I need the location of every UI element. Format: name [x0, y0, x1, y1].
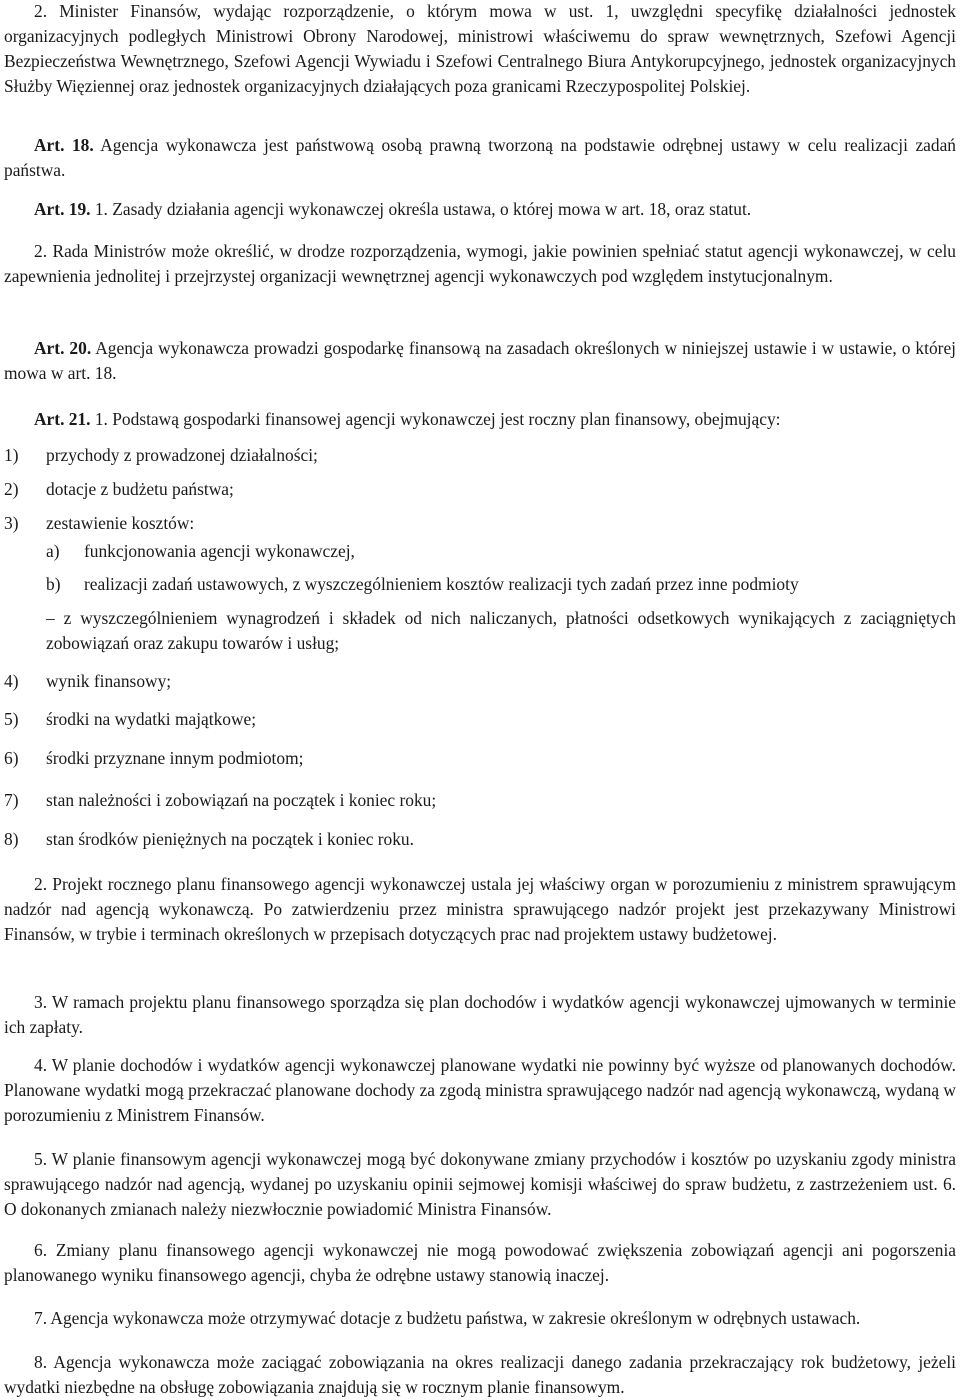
article-18-label: Art. 18.: [34, 135, 94, 155]
art21-ust4: 4. W planie dochodów i wydatków agencji wykonawczej planowane wydatki nie powinny być wyższe od planowanych dochodów. Planowane wydatki mogą przekraczać planowane dochody za zgodą ministra sprawującego nadzór nad agencją wykonawczą, wydaną w porozumieniu z Ministrem Finansów.: [4, 1055, 956, 1125]
article-20-text: Agencja wykonawcza prowadzi gospodarkę finansową na zasadach określonych w niniejszej ustawie i w ustawie, o której mowa w art. 18.: [4, 338, 956, 383]
paragraph-art17-ust2: 2. Minister Finansów, wydając rozporządzenie, o którym mowa w ust. 1, uwzględni specyfikę działalności jednostek organizacyjnych podległych Ministrowi Obrony Narodowej, ministrowi właściwemu do spraw wewnętrznych, Szefowi Agencji Bezpieczeństwa Wewnętrznego, Szefowi Agencji Wywiadu i Szefowi Centralnego Biura Antykorupcyjnego, jednostek organizacyjnych Służby Więziennej oraz jednostek organizacyjnych działających poza granicami Rzeczypospolitej Polskiej.: [4, 1, 956, 96]
list-item-number: 4): [4, 671, 19, 691]
art21-ust8: 8. Agencja wykonawcza może zaciągać zobowiązania na okres realizacji danego zadania przekraczający rok budżetowy, jeżeli wydatki niezbędne na obsługę zobowiązania znajdują się w rocznym planie finansowym.: [4, 1352, 956, 1397]
article-19-ust2: 2. Rada Ministrów może określić, w drodze rozporządzenia, wymogi, jakie powinien spełniać statut agencji wykonawczej, w celu zapewnienia jednolitej i przejrzystej organizacji wewnętrznej agencji wykonawczych pod względem instytucjonalnym.: [4, 241, 956, 286]
article-21-label: Art. 21.: [34, 409, 91, 429]
list-item: [4, 827, 956, 852]
sub-list-item-text: realizacji zadań ustawowych, z wyszczególnieniem kosztów realizacji tych zadań przez inne podmioty: [84, 574, 799, 594]
art21-ust2: 2. Projekt rocznego planu finansowego agencji wykonawczej ustala jej właściwy organ w porozumieniu z ministrem sprawującym nadzór nad agencją wykonawczą. Po zatwierdzeniu przez ministra sprawującego nadzór projekt jest przekazywany Ministrowi Finansów, w trybie i terminach określonych w przepisach dotyczących prac nad projektem ustawy budżetowej.: [4, 874, 956, 944]
list-item: [4, 443, 956, 468]
list-item-text: środki przyznane innym podmiotom;: [46, 748, 304, 768]
article-20-label: Art. 20.: [34, 338, 92, 358]
sub-list-item: [4, 539, 956, 564]
list-item-number: 7): [4, 790, 19, 810]
sub-list-item: [4, 572, 956, 597]
art21-ust3: 3. W ramach projektu planu finansowego sporządza się plan dochodów i wydatków agencji wykonawczej ujmowanych w terminie ich zapłaty.: [4, 992, 956, 1037]
list-item-text: zestawienie kosztów:: [46, 513, 195, 533]
article-19-text: 1. Zasady działania agencji wykonawczej określa ustawa, o której mowa w art. 18, oraz statut.: [90, 199, 752, 219]
list-item-number: 5): [4, 709, 19, 729]
list-item: [4, 511, 956, 536]
list-item: [4, 746, 956, 771]
article-20: [4, 336, 956, 386]
article-19: [4, 197, 956, 222]
list-item-text: stan środków pieniężnych na początek i koniec roku.: [46, 829, 414, 849]
list-item: [4, 707, 956, 732]
list-item-number: 2): [4, 479, 19, 499]
list-item-number: 6): [4, 748, 19, 768]
article-19-label: Art. 19.: [34, 199, 91, 219]
list-item-text: środki na wydatki majątkowe;: [46, 709, 257, 729]
article-18-text: Agencja wykonawcza jest państwową osobą prawną tworzoną na podstawie odrębnej ustawy w celu realizacji zadań państwa.: [4, 135, 956, 180]
list-item-number: 8): [4, 829, 19, 849]
list-item-text: wynik finansowy;: [46, 671, 172, 691]
art21-ust6: 6. Zmiany planu finansowego agencji wykonawczej nie mogą powodować zwiększenia zobowiązań agencji ani pogorszenia planowanego wyniku finansowego agencji, chyba że odrębne ustawy stanowią inaczej.: [4, 1240, 956, 1285]
list-item-text: przychody z prowadzonej działalności;: [46, 445, 318, 465]
article-21: [4, 407, 956, 432]
art21-ust7: 7. Agencja wykonawcza może otrzymywać dotacje z budżetu państwa, w zakresie określonym w odrębnych ustawach.: [34, 1308, 861, 1328]
sub-list-item-text: funkcjonowania agencji wykonawczej,: [84, 541, 355, 561]
list-item-number: 3): [4, 513, 19, 533]
article-21-text: 1. Podstawą gospodarki finansowej agencji wykonawczej jest roczny plan finansowy, obejmujący:: [90, 409, 781, 429]
art21-ust5: 5. W planie finansowym agencji wykonawczej mogą być dokonywane zmiany przychodów i kosztów po uzyskaniu zgody ministra sprawującego nadzór nad agencją, wydanej po uzyskaniu opinii sejmowej komisji właściwej do spraw budżetu, z zastrzeżeniem ust. 6. O dokonanych zmianach należy niezwłocznie powiadomić Ministra Finansów.: [4, 1149, 956, 1219]
dash-clause: – z wyszczególnieniem wynagrodzeń i składek od nich naliczanych, płatności odsetkowych wynikających z zaciągniętych zobowiązań oraz zakupu towarów i usług;: [46, 608, 956, 653]
list-item: [4, 669, 956, 694]
list-item-text: dotacje z budżetu państwa;: [46, 479, 234, 499]
sub-list-item-letter: b): [46, 574, 61, 594]
article-18: [4, 133, 956, 183]
list-item: [4, 788, 956, 813]
list-item: [4, 477, 956, 502]
list-item-text: stan należności i zobowiązań na początek i koniec roku;: [46, 790, 437, 810]
list-item-number: 1): [4, 445, 19, 465]
sub-list-item-letter: a): [46, 541, 60, 561]
